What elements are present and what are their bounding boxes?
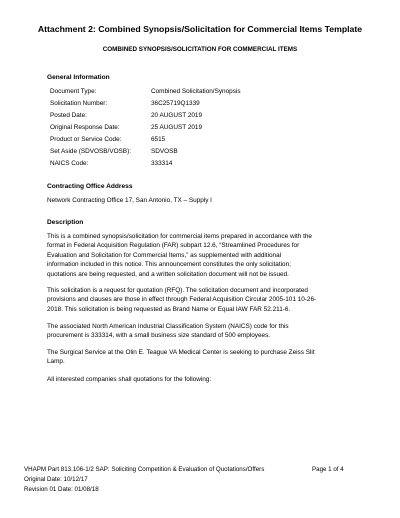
description-paragraph-1	[47, 232, 359, 279]
info-value: Combined Solicitation/Synopsis	[151, 88, 241, 95]
description-paragraph-3	[47, 322, 359, 341]
paragraph-line: procurement is 333314, with a small business size standard of 500 employees.	[47, 332, 271, 340]
contracting-office-heading: Contracting Office Address	[47, 183, 133, 190]
info-value: 333314	[151, 160, 173, 167]
paragraph-line: provisions and clauses are those in effect through Federal Acquisition Circular 2005-101 10-26-	[47, 296, 317, 304]
description-paragraph-2	[47, 286, 359, 314]
info-label: Original Response Date:	[50, 124, 120, 131]
document-subtitle: COMBINED SYNOPSIS/SOLICITATION FOR COMMERCIAL ITEMS	[102, 46, 298, 53]
info-label: Product or Service Code:	[50, 136, 122, 143]
info-label: Set Aside (SDVOSB/VOSB):	[50, 148, 131, 155]
paragraph-line: The associated North American Industrial Classification System (NAICS) code for this	[47, 323, 289, 330]
paragraph-line: Evaluation and Solicitation for Commercial Items,” as supplemented with additional	[47, 251, 282, 259]
info-label: NAICS Code:	[50, 160, 89, 167]
info-value: 6515	[151, 136, 166, 143]
info-value: SDVOSB	[151, 148, 178, 155]
paragraph-line: The Surgical Service at the Olin E. Teague VA Medical Center is seeking to purchase Zeiss Slit	[47, 349, 315, 356]
description-heading: Description	[47, 219, 84, 226]
info-value: 25 AUGUST 2019	[151, 124, 203, 131]
info-value: 20 AUGUST 2019	[151, 112, 203, 119]
document-header-title: Attachment 2: Combined Synopsis/Solicitation for Commercial Items Template	[37, 24, 363, 34]
contracting-office-address: Network Contracting Office 17, San Antonio, TX – Supply I	[47, 197, 212, 204]
page-number: Page 1 of 4	[312, 466, 344, 473]
paragraph-line: quotations are being requested, and a written solicitation document will not be issued.	[47, 270, 289, 278]
info-label: Posted Date:	[50, 112, 87, 119]
footer-line-2: Original Date: 10/12/17	[24, 476, 88, 483]
paragraph-line: format in Federal Acquisition Regulation (FAR) subpart 12.6, “Streamlined Procedures for	[47, 242, 300, 250]
footer-line-1: VHAPM Part 813.106-1/2 SAP: Soliciting Competition & Evaluation of Quotations/Offers	[24, 466, 265, 473]
general-information-heading: General Information	[47, 74, 110, 81]
paragraph-line: All interested companies shall quotations for the following:	[47, 376, 212, 383]
paragraph-line: Lamp.	[47, 358, 65, 366]
info-label: Document Type:	[50, 88, 97, 95]
paragraph-line: This solicitation is a request for quotation (RFQ). The solicitation document and incorporated	[47, 287, 308, 294]
footer-line-3: Revision 01 Date: 01/08/18	[24, 486, 99, 493]
paragraph-line: This is a combined synopsis/solicitation for commercial items prepared in accordance with the	[47, 233, 312, 240]
info-label: Solicitation Number:	[50, 100, 108, 107]
paragraph-line: information included in this notice. This announcement constitutes the only solicitation;	[47, 261, 291, 269]
description-paragraph-4	[47, 348, 359, 367]
description-paragraph-5	[47, 375, 359, 384]
info-value: 36C25719Q1339	[151, 100, 200, 107]
paragraph-line: 2018. This solicitation is being requested as Brand Name or Equal IAW FAR 52.211-6.	[47, 305, 291, 313]
